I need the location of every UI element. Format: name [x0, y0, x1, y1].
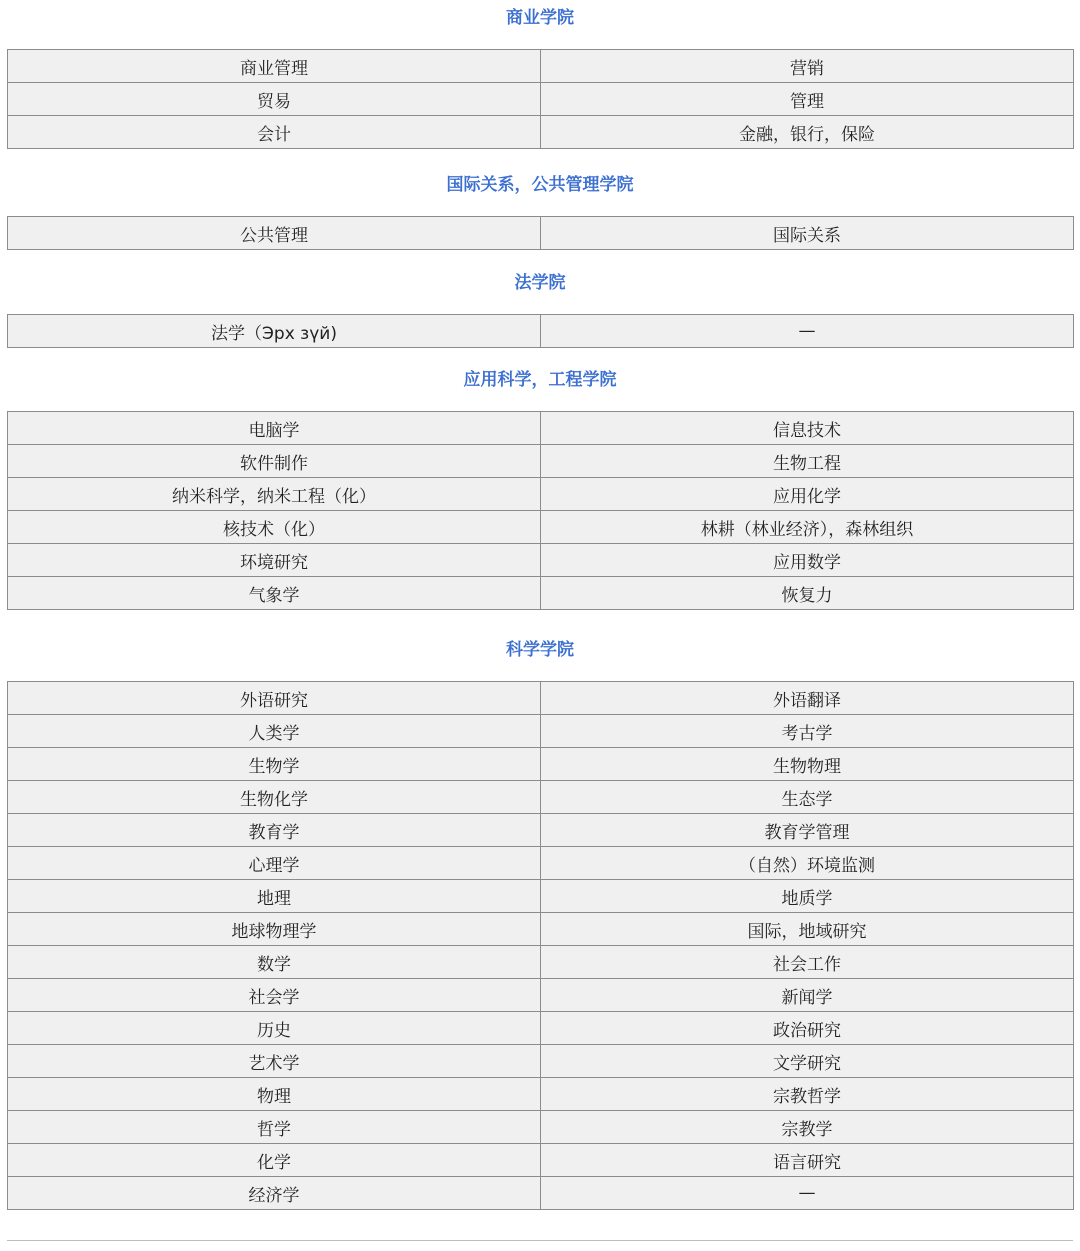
- table-cell: 核技术（化）: [8, 511, 541, 544]
- table-cell: 数学: [8, 946, 541, 979]
- table-cell: 语言研究: [541, 1144, 1074, 1177]
- table-cell: 哲学: [8, 1111, 541, 1144]
- table-international-relations: [7, 216, 1074, 250]
- table-row: [8, 1078, 1074, 1111]
- table-row: [8, 979, 1074, 1012]
- table-cell: —: [541, 315, 1074, 348]
- table-row: [8, 748, 1074, 781]
- table-cell: 宗教学: [541, 1111, 1074, 1144]
- table-row: [8, 116, 1074, 149]
- bottom-divider: [7, 1240, 1073, 1241]
- table-row: [8, 781, 1074, 814]
- table-cell: 商业管理: [8, 50, 541, 83]
- table-row: [8, 1144, 1074, 1177]
- table-row: [8, 50, 1074, 83]
- table-cell: 电脑学: [8, 412, 541, 445]
- table-law: [7, 314, 1074, 348]
- table-row: [8, 913, 1074, 946]
- table-cell: 金融，银行，保险: [541, 116, 1074, 149]
- table-cell: 教育学: [8, 814, 541, 847]
- table-row: [8, 577, 1074, 610]
- table-cell: 管理: [541, 83, 1074, 116]
- table-row: [8, 715, 1074, 748]
- table-cell: 历史: [8, 1012, 541, 1045]
- table-cell: 外语翻译: [541, 682, 1074, 715]
- table-cell: 贸易: [8, 83, 541, 116]
- table-cell: 教育学管理: [541, 814, 1074, 847]
- table-cell: 地理: [8, 880, 541, 913]
- table-cell: 信息技术: [541, 412, 1074, 445]
- table-cell: （自然）环境监测: [541, 847, 1074, 880]
- table-cell: —: [541, 1177, 1074, 1210]
- table-row: [8, 847, 1074, 880]
- table-cell: 艺术学: [8, 1045, 541, 1078]
- table-business: [7, 49, 1074, 149]
- table-cell: 考古学: [541, 715, 1074, 748]
- table-row: [8, 880, 1074, 913]
- table-cell: 公共管理: [8, 217, 541, 250]
- table-row: [8, 478, 1074, 511]
- table-cell: 物理: [8, 1078, 541, 1111]
- table-cell: 文学研究: [541, 1045, 1074, 1078]
- section-title-business: 商业学院: [506, 8, 574, 28]
- table-row: [8, 682, 1074, 715]
- table-cell: 外语研究: [8, 682, 541, 715]
- table-row: [8, 544, 1074, 577]
- table-cell: 社会学: [8, 979, 541, 1012]
- table-cell: 生物工程: [541, 445, 1074, 478]
- table-row: [8, 511, 1074, 544]
- table-cell: 心理学: [8, 847, 541, 880]
- table-row: [8, 445, 1074, 478]
- table-row: [8, 315, 1074, 348]
- section-title-science: 科学学院: [506, 640, 574, 660]
- table-row: [8, 946, 1074, 979]
- table-cell: 纳米科学，纳米工程（化）: [8, 478, 541, 511]
- section-title-law: 法学院: [514, 273, 566, 293]
- table-row: [8, 1177, 1074, 1210]
- table-applied-science: [7, 411, 1074, 610]
- table-cell: 新闻学: [541, 979, 1074, 1012]
- table-cell: 气象学: [8, 577, 541, 610]
- table-row: [8, 412, 1074, 445]
- table-cell: 林耕（林业经济），森林组织: [541, 511, 1074, 544]
- table-cell: 软件制作: [8, 445, 541, 478]
- section-title-international-relations: 国际关系，公共管理学院: [446, 175, 634, 195]
- table-cell: 生物物理: [541, 748, 1074, 781]
- table-cell: 法学（Эрх зүй): [8, 315, 541, 348]
- table-cell: 营销: [541, 50, 1074, 83]
- table-cell: 应用数学: [541, 544, 1074, 577]
- table-row: [8, 1111, 1074, 1144]
- table-cell: 应用化学: [541, 478, 1074, 511]
- table-row: [8, 1012, 1074, 1045]
- table-cell: 化学: [8, 1144, 541, 1177]
- table-row: [8, 814, 1074, 847]
- table-cell: 生物化学: [8, 781, 541, 814]
- table-cell: 政治研究: [541, 1012, 1074, 1045]
- table-cell: 会计: [8, 116, 541, 149]
- section-title-applied-science: 应用科学，工程学院: [463, 370, 617, 390]
- table-row: [8, 1045, 1074, 1078]
- table-cell: 生态学: [541, 781, 1074, 814]
- table-cell: 国际，地域研究: [541, 913, 1074, 946]
- table-cell: 人类学: [8, 715, 541, 748]
- table-row: [8, 217, 1074, 250]
- table-science: [7, 681, 1074, 1210]
- table-cell: 社会工作: [541, 946, 1074, 979]
- table-cell: 国际关系: [541, 217, 1074, 250]
- table-cell: 经济学: [8, 1177, 541, 1210]
- table-cell: 生物学: [8, 748, 541, 781]
- table-cell: 地球物理学: [8, 913, 541, 946]
- table-row: [8, 83, 1074, 116]
- table-cell: 宗教哲学: [541, 1078, 1074, 1111]
- table-cell: 环境研究: [8, 544, 541, 577]
- table-cell: 地质学: [541, 880, 1074, 913]
- table-cell: 恢复力: [541, 577, 1074, 610]
